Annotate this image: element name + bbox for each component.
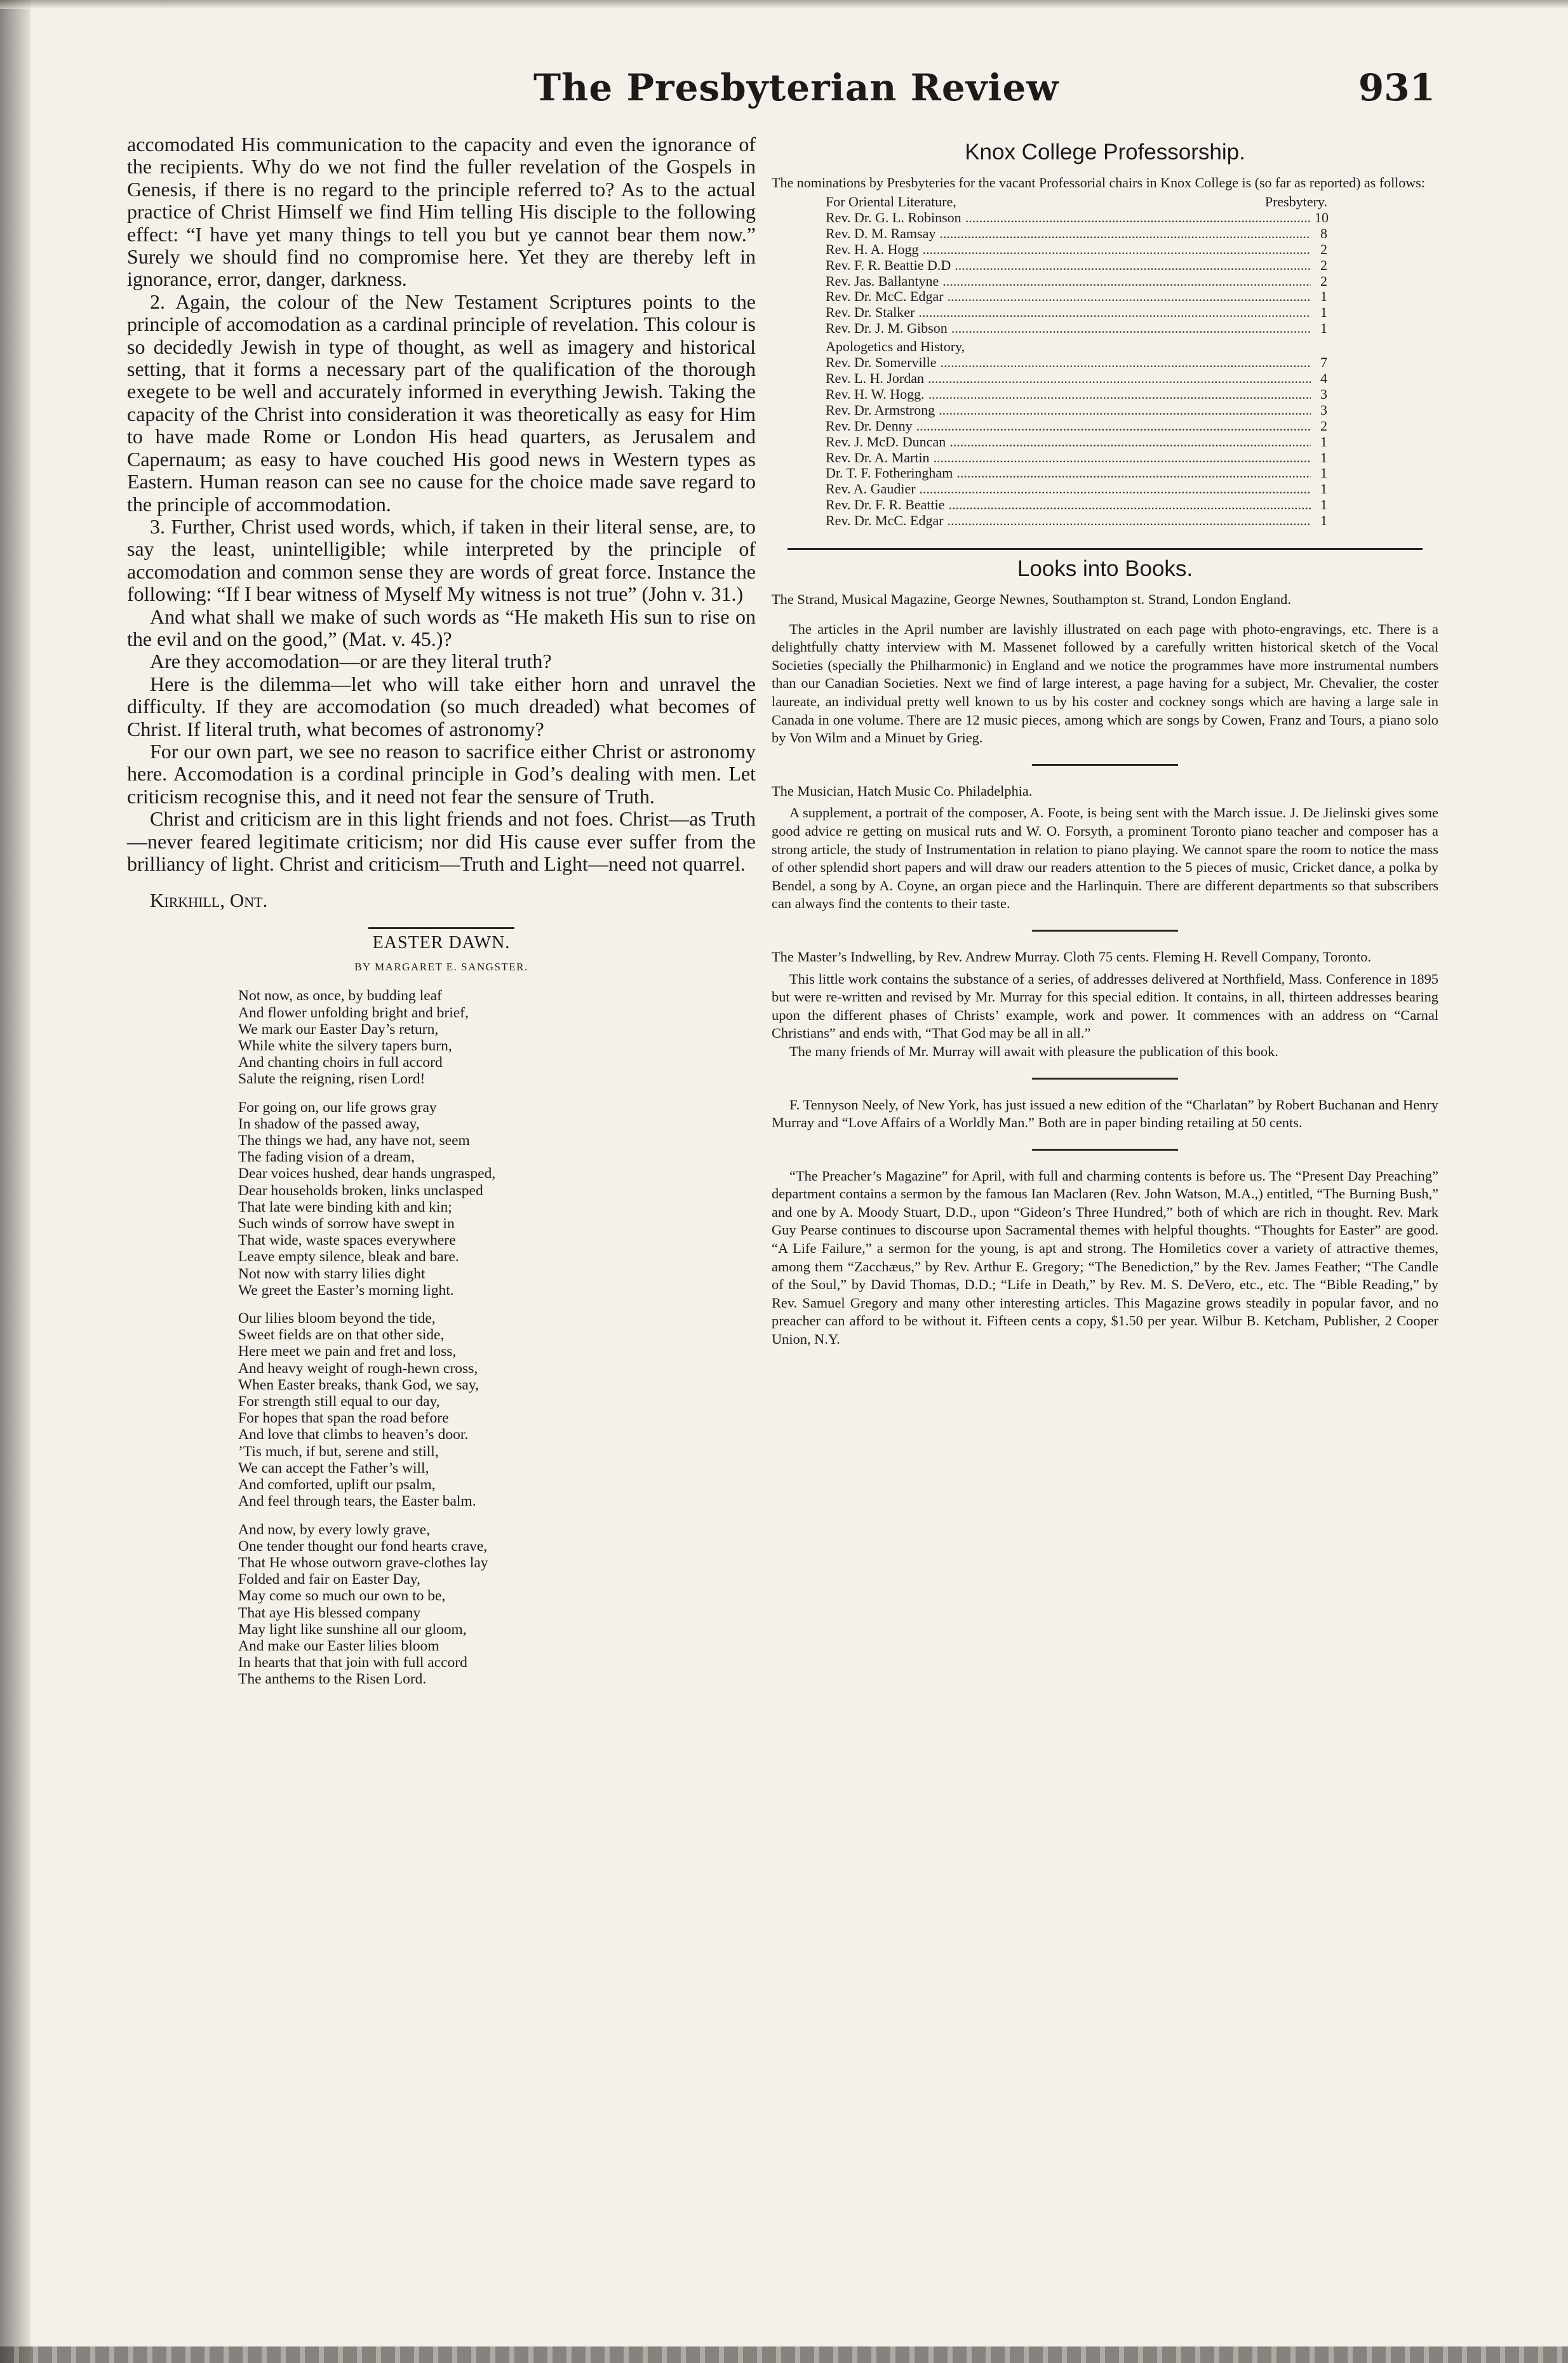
dot-leader (928, 371, 1311, 387)
poem-line: And make our Easter lilies bloom (238, 1637, 439, 1654)
oriental-header (826, 194, 1327, 210)
nominee-name: Rev. Dr. Armstrong (826, 401, 935, 418)
nomination-row (826, 242, 1327, 258)
nominee-name: Rev. Dr. Denny (826, 417, 913, 434)
poem-stanza (238, 1310, 756, 1510)
page-number: 931 (1358, 66, 1435, 109)
nomination-row (826, 465, 1327, 481)
presbytery-count: 1 (1320, 320, 1327, 337)
nomination-row (826, 289, 1327, 305)
poem-stanza (238, 1099, 756, 1299)
presbytery-count: 1 (1320, 481, 1327, 497)
presbytery-count: 1 (1320, 304, 1327, 321)
poem-stanza (238, 987, 756, 1087)
nominee-name: Rev. A. Gaudier (826, 481, 916, 497)
poem-line: In shadow of the passed away, (238, 1115, 420, 1132)
poem-line: When Easter breaks, thank God, we say, (238, 1376, 479, 1393)
book-reviews (772, 591, 1438, 1349)
presbytery-count: 4 (1320, 370, 1327, 386)
essay-paragraph: accomodated His communication to the capacity and even the ignorance of the recipients. Why do we not find the fuller revelation of the Gospels in Genesis, if there is no regard to the principle referred to? As to the actual practice of Christ Himself we find Him telling His disciple to the following effect: “I have yet many things to tell you but ye cannot bear them now.” Surely we should find no compromise here. Yet they are thereby left in ignorance, error, danger, darkness. (127, 133, 756, 291)
scan-left-edge (0, 0, 30, 2363)
poem-line: For going on, our life grows gray (238, 1099, 437, 1116)
presbytery-count: 1 (1320, 512, 1327, 529)
poem-line: And chanting choirs in full accord (238, 1054, 443, 1071)
poem-byline: BY MARGARET E. SANGSTER. (354, 961, 528, 974)
presbytery-count: 7 (1320, 354, 1327, 371)
nomination-row (826, 274, 1327, 290)
dot-leader (956, 465, 1311, 481)
presbytery-count: 1 (1320, 288, 1327, 305)
nomination-row (826, 403, 1327, 418)
dot-leader (955, 258, 1311, 274)
dot-leader (951, 321, 1311, 337)
nominee-name: Rev. Dr. G. L. Robinson (826, 209, 962, 225)
right-column (772, 133, 1438, 1349)
poem-line: Leave empty silence, bleak and bare. (238, 1248, 459, 1266)
essay-paragraph: For our own part, we see no reason to sacrifice either Christ or astronomy here. Accomodation is a cordinal principle in God’s dealing with men. Let criticism recognise this, and it need not fear the sensure of Truth. (127, 739, 756, 808)
dot-leader (916, 418, 1311, 434)
nomination-row (826, 418, 1327, 434)
poem-line: The anthems to the Risen Lord. (238, 1671, 427, 1688)
presbytery-count: 1 (1320, 497, 1327, 513)
oriental-heading: For Oriental Literature, (826, 194, 956, 210)
presbytery-count: 10 (1315, 209, 1329, 225)
poem-line: The things we had, any have not, seem (238, 1132, 470, 1149)
nomination-row (826, 226, 1327, 242)
review-text: This little work contains the substance of a series, of addresses delivered at Northfield, Mass. Conference in 1895 but were re-written and revised by Mr. Murray for this special edition. It contains, in all, thirteen addresses bearing upon the different phases of Christs’ example, work and power. It commences with an address on “Carnal Christians” and ends with, “That God may be all in all.” (772, 970, 1438, 1041)
essay-paragraph: Are they accomodation—or are they literal truth? (150, 650, 552, 673)
poem-line: ’Tis much, if but, serene and still, (238, 1443, 439, 1460)
nominee-name: Rev. Dr. Somerville (826, 354, 937, 371)
knox-intro: The nominations by Presbyteries for the vacant Professorial chairs in Knox College is (so far as reported) as follows: (772, 175, 1425, 191)
presbytery-count: 3 (1320, 385, 1327, 402)
dot-leader (949, 434, 1311, 450)
poem-line: That He whose outworn grave-clothes lay (238, 1554, 488, 1571)
poem-line: For strength still equal to our day, (238, 1393, 440, 1410)
nomination-row (826, 321, 1327, 337)
books-section-title: Looks into Books. (1017, 556, 1193, 582)
presbytery-count: 1 (1320, 433, 1327, 450)
review-source: The Musician, Hatch Music Co. Philadelphia. (772, 782, 1033, 799)
masthead: The Presbyterian Review (533, 66, 1059, 109)
poem-line: In hearts that that join with full accord (238, 1654, 467, 1671)
poem-line: While white the silvery tapers burn, (238, 1038, 452, 1055)
review-divider (1032, 1149, 1178, 1151)
poem-line: Folded and fair on Easter Day, (238, 1571, 420, 1588)
nomination-row (826, 355, 1327, 371)
page-header (127, 64, 1435, 114)
poem-line: That aye His blessed company (238, 1604, 421, 1621)
nominee-name: Rev. H. A. Hogg (826, 241, 919, 257)
review-source: The Master’s Indwelling, by Rev. Andrew Murray. Cloth 75 cents. Fleming H. Revell Company, Toronto. (772, 948, 1372, 965)
nomination-row (826, 305, 1327, 321)
nomination-row (826, 497, 1327, 513)
dot-leader (939, 403, 1311, 418)
nominee-name: Rev. D. M. Ramsay (826, 225, 936, 241)
knox-section-title: Knox College Professorship. (965, 140, 1245, 164)
nomination-row (826, 387, 1327, 403)
poem-line: Not now, as once, by budding leaf (238, 987, 442, 1005)
section-divider (368, 927, 514, 929)
nominee-name: Rev. Dr. Stalker (826, 304, 915, 321)
poem-line: And now, by every lowly grave, (238, 1521, 430, 1538)
nomination-row (826, 513, 1327, 529)
scan-bottom-edge (0, 2346, 1568, 2363)
poem-line: For hopes that span the road before (238, 1410, 449, 1427)
dot-leader (928, 387, 1311, 403)
dot-leader (948, 289, 1311, 305)
left-column (127, 133, 756, 1699)
poem-line: And feel through tears, the Easter balm. (238, 1493, 476, 1510)
dot-leader (934, 450, 1311, 466)
poem-line: Such winds of sorrow have swept in (238, 1215, 455, 1233)
apologetics-rows (826, 355, 1327, 529)
review-divider (1032, 930, 1178, 932)
dot-leader (939, 226, 1311, 242)
poem-line: We mark our Easter Day’s return, (238, 1021, 439, 1038)
poem-line: And comforted, uplift our psalm, (238, 1476, 436, 1494)
poem-line: One tender thought our fond hearts crave, (238, 1537, 488, 1555)
essay-paragraph: 3. Further, Christ used words, which, if taken in their literal sense, are, to say the least, unintelligible; while interpreted by the principle of accomodation and common sense they are words of great force. Instance the following: “If I bear witness of Myself My witness is not true” (John v. 31.) (127, 514, 756, 606)
poem-line: We greet the Easter’s morning light. (238, 1282, 454, 1299)
poem-line: And flower unfolding bright and brief, (238, 1004, 469, 1021)
review-text: “The Preacher’s Magazine” for April, with full and charming contents is before us. The “Present Day Preaching” department contains a sermon by the famous Ian Maclaren (Rev. John Watson, M.A.,) entitled, “The Burning Bush,” and one by A. Moody Stuart, D.D., upon “Gideon’s Three Hundred,” both of which are rich in thought. Rev. Mark Guy Pearse continues to discourse upon Sacramental themes with helpful thoughts. “Thoughts for Easter” are good. “A Life Failure,” a sermon for the young, is apt and strong. The Homiletics cover a variety of attractive themes, among them “Zacchæus,” by Rev. Arthur E. Gregory; “The Benediction,” by the Rev. James Feather; “The Candle of the Soul,” by David Thomas, D.D.; “Life in Death,” by Rev. M. S. DeVero, etc., etc. The “Bible Reading,” by Rev. Samuel Gregory and many other interesting articles. This Magazine grows steadily in popular favor, and no preacher can afford to be without it. Fifteen cents a copy, $1.50 per year. Wilbur B. Ketcham, Publisher, 2 Cooper Union, N.Y. (772, 1167, 1438, 1348)
review-divider (1032, 1078, 1178, 1080)
review-text: A supplement, a portrait of the composer, A. Foote, is being sent with the March issue. J. De Jielinski gives some good advice re getting on musical ruts and W. O. Forsyth, a prominent Toronto piano teacher and composer has a strong article, the study of Instrumentation in relation to piano playing. We cannot spare the room to notice the mass of other splendid short papers and will draw our readers attention to the 5 pieces of music, Cricket dance, a polka by Bendel, a song by A. Coyne, an organ piece and the Harlinquin. There are different departments so that subscribers can always find the contents to their taste. (772, 805, 1438, 912)
oriental-rows (826, 210, 1327, 337)
nomination-row (826, 450, 1327, 466)
nominee-name: Rev. Dr. McC. Edgar (826, 512, 944, 529)
nomination-row (826, 258, 1327, 274)
dot-leader (965, 210, 1311, 226)
section-divider (787, 548, 1423, 550)
essay-signoff: Kirkhill, Ont. (150, 889, 268, 912)
poem-line: That wide, waste spaces everywhere (238, 1232, 456, 1249)
presbytery-count: 1 (1320, 465, 1327, 481)
poem-line: The fading vision of a dream, (238, 1149, 415, 1166)
dot-leader (948, 513, 1311, 529)
poem-line: Here meet we pain and fret and loss, (238, 1343, 457, 1360)
poem-line: And love that climbs to heaven’s door. (238, 1426, 469, 1443)
poem-title: EASTER DAWN. (372, 933, 511, 953)
scan-top-edge (0, 0, 1568, 9)
dot-leader (918, 305, 1311, 321)
apologetics-heading: Apologetics and History, (826, 338, 965, 355)
poem-line: Salute the reigning, risen Lord! (238, 1071, 426, 1088)
poem-line: May light like sunshine all our gloom, (238, 1621, 467, 1638)
nominee-name: Rev. Jas. Ballantyne (826, 272, 939, 289)
presbytery-count: 2 (1320, 417, 1327, 434)
poem-stanza (238, 1522, 756, 1688)
nominee-name: Rev. Dr. F. R. Beattie (826, 497, 945, 513)
poem-line: We can accept the Father’s will, (238, 1459, 429, 1476)
essay-paragraph: Christ and criticism are in this light friends and not foes. Christ—as Truth—never feared legitimate criticism; nor did His cause ever suffer from the brilliancy of light. Christ and criticism—Truth and Light—need not quarrel. (127, 807, 756, 875)
nomination-row (826, 481, 1327, 497)
presbytery-count: 1 (1320, 449, 1327, 465)
presbytery-count: 2 (1320, 241, 1327, 257)
dot-leader (948, 497, 1311, 513)
presbytery-count: 8 (1320, 225, 1327, 241)
essay-paragraph: Here is the dilemma—let who will take either horn and unravel the difficulty. If they are accomodation (so much dreaded) what becomes of Christ. If literal truth, what becomes of astronomy? (127, 672, 756, 740)
review-divider (1032, 764, 1178, 766)
poem-line: Dear voices hushed, dear hands ungrasped, (238, 1165, 496, 1182)
review-text: F. Tennyson Neely, of New York, has just issued a new edition of the “Charlatan” by Robert Buchanan and Henry Murray and “Love Affairs of a Worldly Man.” Both are in paper binding retailing at 50 cents. (772, 1096, 1438, 1131)
poem-line: Sweet fields are on that other side, (238, 1327, 445, 1344)
nominee-name: Rev. Dr. A. Martin (826, 449, 930, 465)
poem-line: And heavy weight of rough-hewn cross, (238, 1360, 478, 1377)
review-text: The many friends of Mr. Murray will await with pleasure the publication of this book. (789, 1043, 1278, 1059)
essay-paragraph: 2. Again, the colour of the New Testament Scriptures points to the principle of accomodation as a cardinal principle of revelation. This colour is so decidedly Jewish in type of thought, as well as imagery and historical setting, that it forms a necessary part of the qualification of the thorough exegete to be well and accurately informed in everything Jewish. Taking the capacity of the Christ into consideration it was theoretically as easy for Him to have made Rome or London His head quarters, as Jerusalem and Capernaum; as easy to have couched His good news in Western types as Eastern. Human reason can see no cause for the choice made save regard to the principle of accommodation. (127, 290, 756, 516)
poem-line: Not now with starry lilies dight (238, 1265, 426, 1282)
presbytery-count: 2 (1320, 272, 1327, 289)
presbytery-column-label: Presbytery. (1264, 194, 1327, 210)
dot-leader (942, 274, 1311, 290)
nominee-name: Rev. J. McD. Duncan (826, 433, 946, 450)
review-source: The Strand, Musical Magazine, George Newnes, Southampton st. Strand, London England. (772, 591, 1291, 608)
nomination-row (826, 434, 1327, 450)
nominee-name: Rev. H. W. Hogg. (826, 385, 925, 402)
essay-paragraph: And what shall we make of such words as “He maketh His sun to rise on the evil and on the good,” (Mat. v. 45.)? (127, 605, 756, 650)
dot-leader (920, 481, 1311, 497)
nomination-row (826, 371, 1327, 387)
presbytery-count: 3 (1320, 401, 1327, 418)
dot-leader (941, 355, 1311, 371)
nominee-name: Rev. Dr. J. M. Gibson (826, 320, 948, 337)
nomination-row (826, 210, 1327, 226)
essay (127, 133, 756, 912)
poem-line: That late were binding kith and kin; (238, 1198, 452, 1215)
nominee-name: Rev. L. H. Jordan (826, 370, 924, 386)
poem-line: Our lilies bloom beyond the tide, (238, 1310, 436, 1327)
nominee-name: Rev. F. R. Beattie D.D (826, 257, 951, 273)
nominations-table (826, 194, 1327, 529)
poem-line: Dear households broken, links unclasped (238, 1182, 483, 1199)
presbytery-count: 2 (1320, 257, 1327, 273)
nominee-name: Rev. Dr. McC. Edgar (826, 288, 944, 305)
dot-leader (922, 242, 1311, 258)
nominee-name: Dr. T. F. Fotheringham (826, 465, 953, 481)
review-text: The articles in the April number are lavishly illustrated on each page with photo-engravings, etc. There is a delightfully chatty interview with M. Massenet followed by a carefully written historical sketch of the Vocal Societies (specially the Philharmonic) in England and we notice the programmes have more instrumental numbers than our Canadian Societies. Next we find of large interest, a page having for a subject, Mr. Chevalier, the coster laureate, an individual pretty well known to us by his coster and cockney songs which are having a large sale in Canada in one volume. There are 12 music pieces, among which are songs by Cowen, Franz and Tours, a piano solo by Von Wilm and a Minuet by Grieg. (772, 620, 1438, 746)
poem-line: May come so much our own to be, (238, 1588, 446, 1605)
